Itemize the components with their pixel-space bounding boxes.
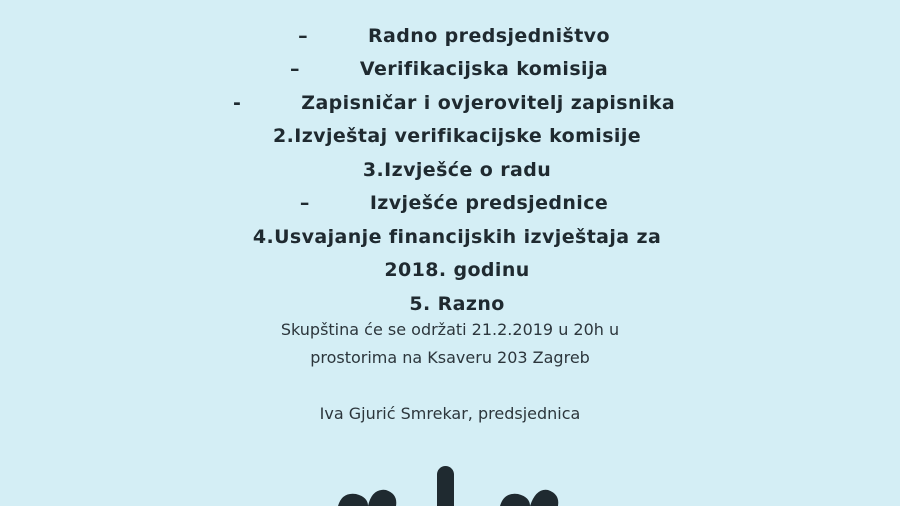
agenda-item-text: Izvješće predsjednice (369, 192, 609, 214)
agenda-item-text: Verifikacijska komisija (359, 58, 609, 80)
agenda-item-text: Zapisničar i ovjerovitelj zapisnika (301, 91, 676, 114)
agenda-dash: – (298, 24, 309, 47)
notice-line: prostorima na Ksaveru 203 Zagreb (310, 348, 590, 367)
agenda-dash: – (299, 192, 310, 214)
agenda-item-text: 3.Izvješće o radu (362, 158, 552, 181)
agenda-dash: - (232, 91, 242, 114)
agenda-item-text: 2.Izvještaj verifikacijske komisije (273, 125, 642, 147)
agenda-item-text: 4.Usvajanje financijskih izvještaja za (252, 225, 662, 248)
notice-line: Skupština će se održati 21.2.2019 u 20h u (280, 320, 620, 339)
agenda-item-text: 2018. godinu (384, 259, 530, 281)
agenda-item-text: Radno predsjedništvo (368, 24, 610, 47)
agenda-item-text: 5. Razno (409, 292, 505, 315)
agenda-dash: – (289, 58, 300, 80)
signature-text: Iva Gjurić Smrekar, predsjednica (319, 404, 581, 423)
